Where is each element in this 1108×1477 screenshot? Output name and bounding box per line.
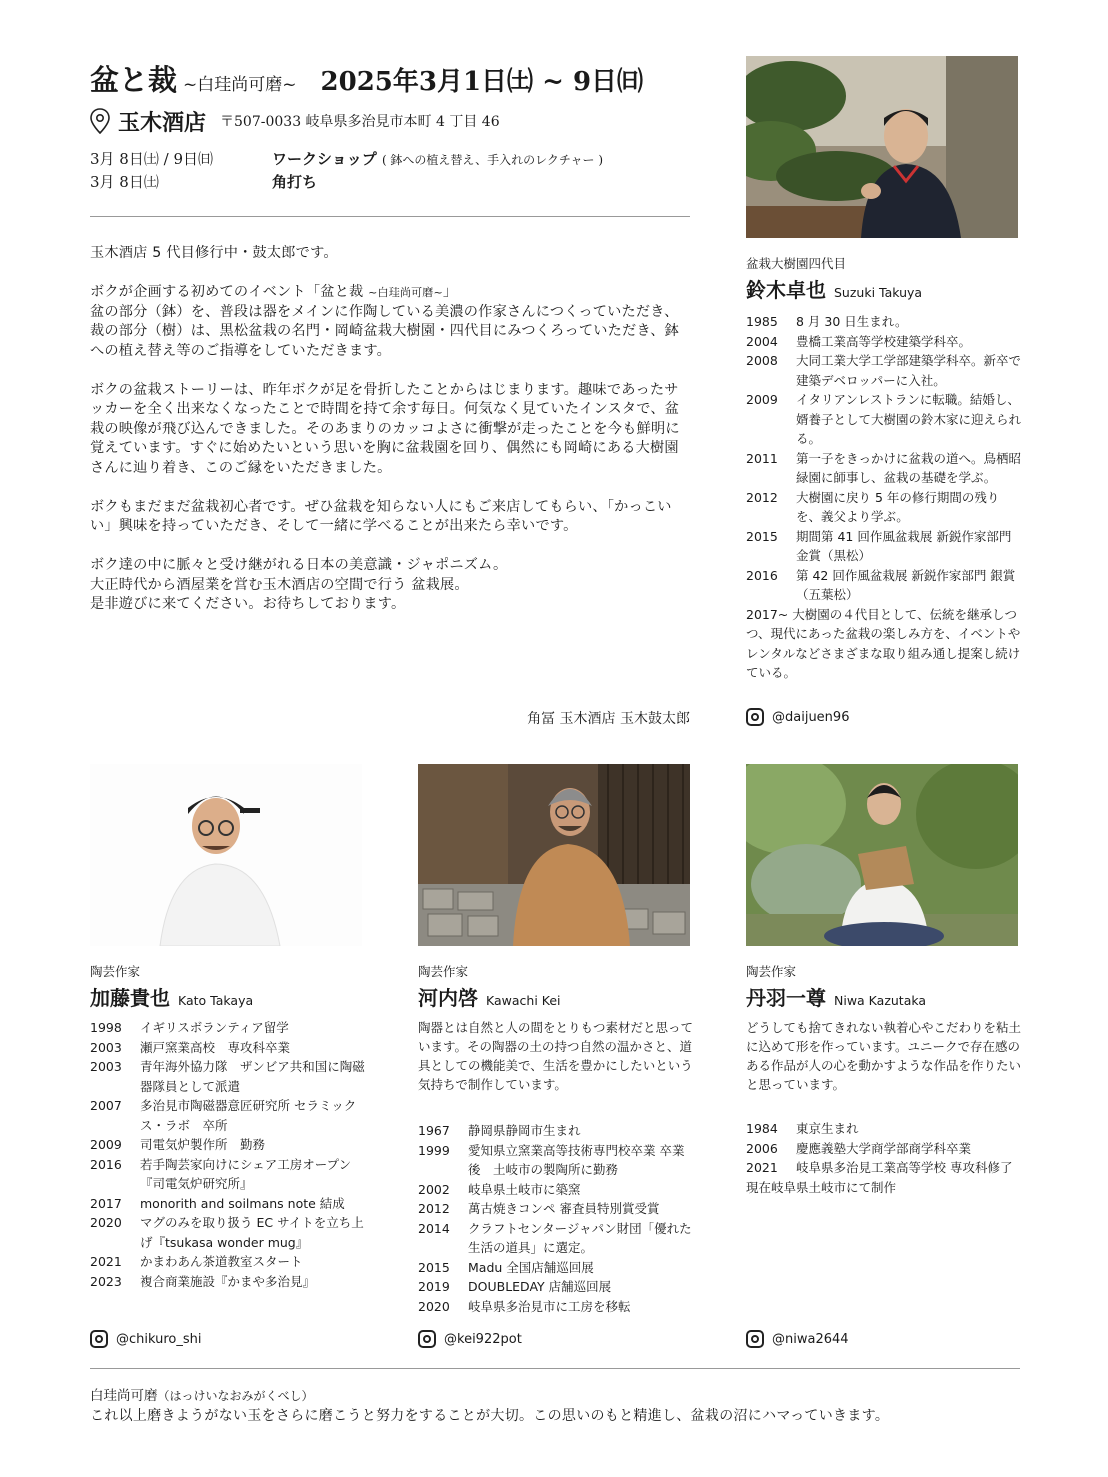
niwa-photo <box>746 764 1018 946</box>
intro-line: ボク達の中に脈々と受け継がれる日本の美意識・ジャポニズム。 <box>90 557 508 573</box>
event-title-row <box>90 58 710 98</box>
history-row <box>90 1135 366 1155</box>
instagram-icon <box>746 708 764 726</box>
schedule <box>0 148 700 198</box>
history-year: 2009 <box>90 1137 122 1152</box>
suzuki-role: 盆栽大樹園四代目 <box>746 256 847 271</box>
history-text: 若手陶芸家向けにシェア工房オープン 『司電気炉研究所』 <box>140 1156 352 1191</box>
footer-reading: （はっけいなおみがくべし） <box>157 1389 314 1403</box>
history-year: 2020 <box>418 1298 450 1314</box>
history-row <box>746 488 1022 527</box>
history-year: 2023 <box>90 1273 122 1289</box>
history-year: 1984 <box>746 1121 778 1136</box>
history-row <box>418 1219 696 1258</box>
history-row <box>418 1121 696 1141</box>
history-text: 8 月 30 日生まれ。 <box>796 314 908 329</box>
history-row <box>418 1277 696 1297</box>
niwa-instagram[interactable] <box>746 1330 849 1348</box>
schedule-event: 角打ち <box>272 173 318 191</box>
instagram-handle[interactable]: @chikuro_shi <box>116 1331 202 1347</box>
history-row <box>746 390 1022 449</box>
history-row <box>746 1158 1022 1178</box>
history-year: 2012 <box>746 489 778 505</box>
history-text: 複合商業施設『かまや多治見』 <box>140 1273 316 1289</box>
history-text: 大樹園に戻り 5 年の修行期間の残りを、義父より学ぶ。 <box>796 489 1000 524</box>
history-year: 2002 <box>418 1181 450 1197</box>
history-year: 1999 <box>418 1142 450 1158</box>
divider <box>90 216 690 217</box>
intro-line: 是非遊びに来てください。お待ちしております。 <box>90 596 406 612</box>
history-text: 萬古焼きコンペ 審査員特別賞受賞 <box>468 1201 660 1216</box>
niwa-history <box>746 1119 1022 1197</box>
history-row <box>90 1272 366 1292</box>
location-pin-icon <box>90 108 110 134</box>
history-year: 2016 <box>746 567 778 583</box>
history-year: 2014 <box>418 1220 450 1236</box>
schedule-note: ( 鉢への植え替え、手入れのレクチャー ) <box>381 153 604 167</box>
history-closing: 現在岐阜県土岐市にて制作 <box>746 1179 897 1195</box>
intro-paragraph: ボクもまだまだ盆栽初心者です。ぜひ盆栽を知らない人にもご来店してもらい、「かっこいい」興味を持っていただき、そして一緒に学べることが出来たら幸いです。 <box>90 498 672 534</box>
kawachi-bio: 陶器とは自然と人の間をとりもつ素材だと思っています。その陶器の土の持つ自然の温かさと、道具としての機能美で、生活を豊かにしたいという気持ちで制作しています。 <box>418 1020 694 1092</box>
history-year: 2015 <box>746 528 778 544</box>
history-row <box>418 1258 696 1278</box>
history-row <box>90 1213 366 1252</box>
suzuki-photo <box>746 56 1018 238</box>
kawachi-name-text: 河内啓 <box>418 986 478 1010</box>
history-text: 多治見市陶磁器意匠研究所 セラミックス・ラボ 卒所 <box>140 1098 357 1133</box>
history-row <box>746 449 1022 488</box>
history-text: 青年海外協力隊 ザンビア共和国に陶磁器隊員として派遣 <box>140 1059 365 1094</box>
intro-paragraph <box>90 283 692 361</box>
history-text: 岐阜県多治見工業高等学校 専攻科修了 <box>796 1160 1013 1175</box>
history-year: 2004 <box>746 333 778 349</box>
history-year: 2003 <box>90 1059 122 1074</box>
history-text: 第一子をきっかけに盆栽の道へ。鳥栖昭緑園に師事し、盆栽の基礎を学ぶ。 <box>796 450 1022 485</box>
kawachi-history <box>418 1121 696 1316</box>
history-row <box>746 1139 1022 1159</box>
suzuki-name <box>746 274 922 303</box>
niwa-bio: どうしても捨てきれない執着心やこだわりを粘土に込めて形を作っています。ユニークで存在感のある作品が人の心を動かすような作品を作りたいと思っています。 <box>746 1020 1022 1092</box>
niwa-name <box>746 982 926 1011</box>
intro-paragraph <box>90 556 692 615</box>
history-text: 愛知県立窯業高等技術専門校卒業 卒業後 土岐市の製陶所に勤務 <box>468 1142 685 1177</box>
history-year: 2008 <box>746 353 778 368</box>
history-closing: 2017~ 大樹園の４代目として、伝統を継承しつつ、現代にあった盆栽の楽しみ方を、イベントやレンタルなどさまざまな取り組み通し提案し続けている。 <box>746 606 1021 680</box>
history-row <box>746 1119 1022 1139</box>
intro-line: 盆の部分（鉢）を、普段は器をメインに作陶している美濃の作家さんにつくっていただき、裁の部分（樹）は、黒松盆栽の名門・岡崎盆栽大樹園・四代目にみつくろっていただき、鉢への植え替え等のご指導をしていただきます。 <box>90 303 680 359</box>
kawachi-role: 陶芸作家 <box>418 964 469 979</box>
history-year: 1998 <box>90 1020 122 1035</box>
kawachi-name <box>418 982 561 1011</box>
kato-romaji: Kato Takaya <box>178 993 254 1008</box>
history-row <box>418 1141 696 1180</box>
history-year: 2016 <box>90 1156 122 1172</box>
divider <box>90 1368 1020 1369</box>
intro-paragraph: 玉木酒店 5 代目修行中・鼓太郎です。 <box>90 245 338 261</box>
history-text: 大同工業大学工学部建築学科卒。新卒で建築デベロッパーに入社。 <box>796 353 1022 388</box>
suzuki-instagram[interactable] <box>746 708 849 726</box>
niwa-romaji: Niwa Kazutaka <box>834 993 927 1008</box>
history-row <box>746 351 1022 390</box>
event-dates: 2025年3月1日㈯ ~ 9日㈰ <box>320 67 644 97</box>
instagram-handle[interactable]: @kei922pot <box>444 1331 522 1347</box>
event-title: 盆と裁 <box>90 63 178 97</box>
venue-address: 〒507-0033 岐阜県多治見市本町 4 丁目 46 <box>220 114 500 130</box>
footer-heading <box>90 1384 314 1404</box>
footer-text: これ以上磨きようがない玉をさらに磨こうと努力をすることが大切。この思いのもと精進し、盆栽の沼にハマっていきます。 <box>90 1408 890 1424</box>
history-text: 第 42 回作風盆栽展 新鋭作家部門 銀賞（五葉松） <box>796 567 1016 602</box>
history-text: 静岡県静岡市生まれ <box>468 1123 581 1138</box>
niwa-name-text: 丹羽一尊 <box>746 986 826 1010</box>
kawachi-photo <box>418 764 690 946</box>
intro-line: ボクが企画する初めてのイベント「盆と裁 <box>90 284 369 300</box>
history-year: 2007 <box>90 1098 122 1113</box>
instagram-handle[interactable]: @daijuen96 <box>772 709 850 725</box>
kato-history <box>90 1018 366 1291</box>
instagram-icon <box>418 1330 436 1348</box>
suzuki-romaji: Suzuki Takuya <box>834 285 923 300</box>
signature: 角冨 玉木酒店 玉木鼓太郎 <box>527 711 690 727</box>
history-year: 2012 <box>418 1201 450 1216</box>
intro-line: 大正時代から酒屋業を営む玉木酒店の空間で行う 盆栽展。 <box>90 576 469 593</box>
history-row <box>90 1057 366 1096</box>
instagram-icon <box>90 1330 108 1348</box>
event-subtitle: ~白珪尚可磨~ <box>183 75 297 95</box>
intro-line: 」 <box>442 284 458 300</box>
history-text: マグのみを取り扱う EC サイトを立ち上げ『tsukasa wonder mug』 <box>140 1215 364 1250</box>
history-row <box>90 1155 366 1194</box>
history-row <box>90 1252 366 1272</box>
history-text: monorith and soilmans note 結成 <box>140 1195 345 1211</box>
suzuki-history <box>746 312 1022 683</box>
history-year: 2011 <box>746 450 778 466</box>
instagram-icon <box>746 1330 764 1348</box>
history-row <box>90 1038 366 1058</box>
instagram-handle[interactable]: @niwa2644 <box>772 1331 849 1347</box>
schedule-date: 3月 8日㈯ <box>90 173 159 191</box>
history-text: クラフトセンタージャパン財団「優れた生活の道具」に選定。 <box>468 1220 692 1255</box>
kato-photo <box>90 764 362 946</box>
kato-name <box>90 982 253 1011</box>
kato-name-text: 加藤貴也 <box>90 986 170 1010</box>
history-text: 瀬戸窯業高校 専攻科卒業 <box>140 1039 291 1055</box>
history-text: 豊橋工業高等学校建築学科卒。 <box>796 333 972 349</box>
intro-paragraph: ボクの盆栽ストーリーは、昨年ボクが足を骨折したことからはじまります。趣味であったサッカーを全く出来なくなったことで時間を持て余す毎日。何気なく見ていたインスタで、盆栽の映像が飛び込んできました。そのあまりのカッコよさに衝撃が走ったことを今も鮮明に覚えています。すぐに始めたいという思いを胸に盆栽園を回り、偶然にも岡崎にある大樹園さんに辿り着き、このご縁をいただきました。 <box>90 381 680 476</box>
history-text: 慶應義塾大学商学部商学科卒業 <box>796 1140 972 1156</box>
history-text: かまわあん茶道教室スタート <box>140 1254 303 1269</box>
history-text: イタリアンレストランに転職。結婚し、婿養子として大樹園の鈴木家に迎えられる。 <box>796 392 1022 446</box>
history-year: 2021 <box>90 1254 122 1269</box>
history-text: 東京生まれ <box>796 1121 859 1136</box>
history-text: 期間第 41 回作風盆栽展 新鋭作家部門 金賞（黒松） <box>796 528 1012 563</box>
history-year: 2003 <box>90 1039 122 1055</box>
history-row <box>746 332 1022 352</box>
history-row <box>418 1199 696 1219</box>
history-text: 岐阜県土岐市に築窯 <box>468 1181 581 1197</box>
history-year: 2009 <box>746 392 778 407</box>
history-row <box>90 1018 366 1038</box>
history-year: 2021 <box>746 1160 778 1175</box>
suzuki-name-text: 鈴木卓也 <box>746 278 826 302</box>
niwa-role: 陶芸作家 <box>746 964 797 979</box>
history-row <box>746 566 1022 605</box>
history-year: 2017 <box>90 1195 122 1211</box>
history-year: 1967 <box>418 1123 450 1138</box>
schedule-date: 3月 8日㈯ / 9日㈰ <box>90 150 213 168</box>
history-text: 岐阜県多治見市に工房を移転 <box>468 1298 631 1314</box>
history-year: 2006 <box>746 1140 778 1156</box>
history-row <box>90 1096 366 1135</box>
intro-small: ~白珪尚可磨~ <box>368 286 443 299</box>
history-year: 2019 <box>418 1279 450 1294</box>
history-row <box>746 312 1022 332</box>
history-text: 司電気炉製作所 勤務 <box>140 1137 266 1152</box>
history-row <box>746 527 1022 566</box>
history-year: 2015 <box>418 1259 450 1275</box>
history-text: Madu 全国店舗巡回展 <box>468 1259 594 1275</box>
footer-heading-text: 白珪尚可磨 <box>90 1388 158 1404</box>
history-text: イギリスボランティア留学 <box>140 1020 289 1035</box>
history-row <box>90 1194 366 1214</box>
kawachi-instagram[interactable] <box>418 1330 522 1348</box>
history-year: 2020 <box>90 1215 122 1230</box>
intro-text <box>90 244 692 634</box>
venue-row <box>90 106 500 136</box>
history-row <box>418 1297 696 1317</box>
kato-instagram[interactable] <box>90 1330 202 1348</box>
kato-role: 陶芸作家 <box>90 964 141 979</box>
history-text: DOUBLEDAY 店舗巡回展 <box>468 1279 612 1294</box>
schedule-event: ワークショップ <box>272 150 377 168</box>
kawachi-romaji: Kawachi Kei <box>486 993 561 1008</box>
history-row <box>418 1180 696 1200</box>
history-year: 1985 <box>746 314 778 329</box>
venue-name: 玉木酒店 <box>118 109 207 136</box>
